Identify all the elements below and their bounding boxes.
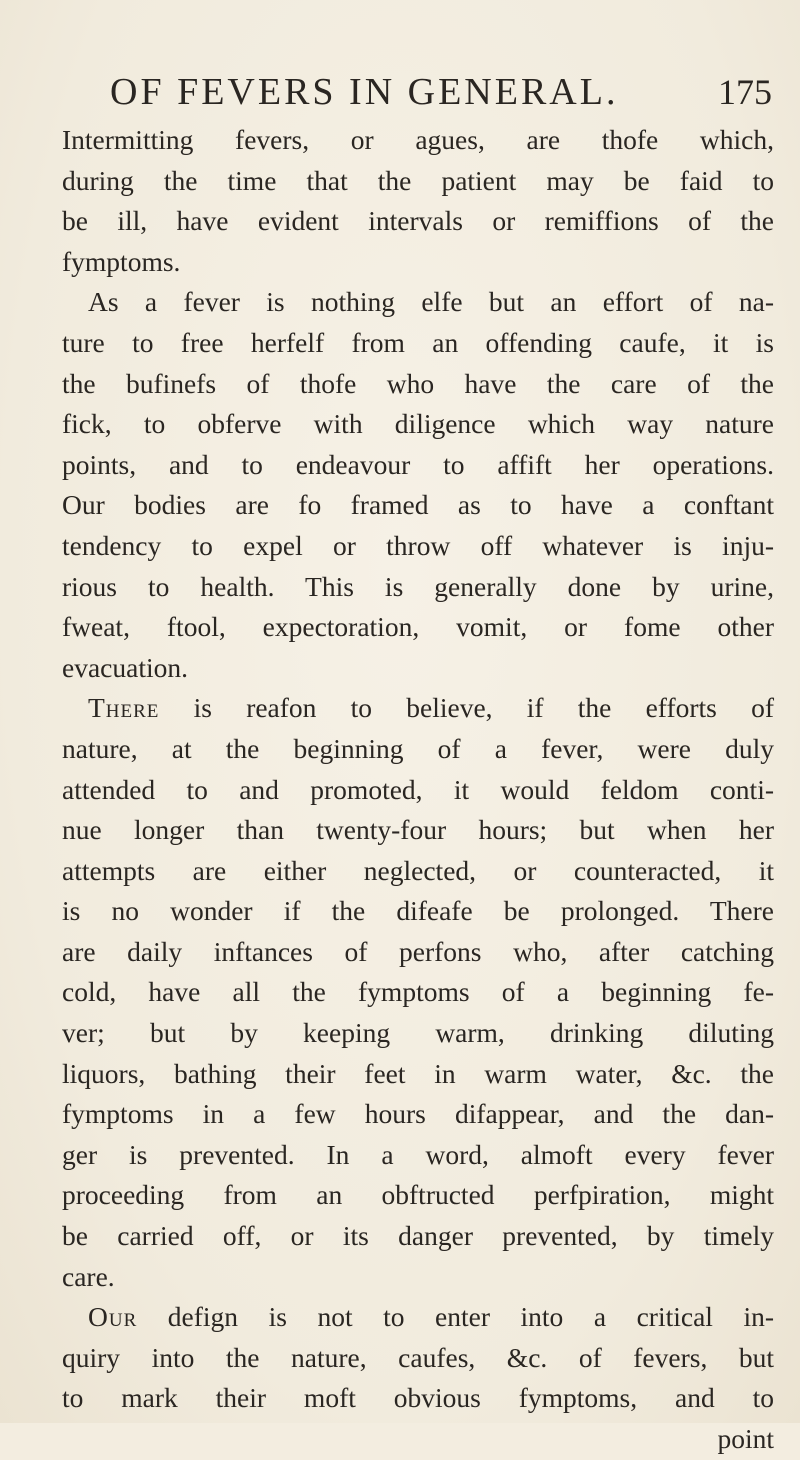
text-line: quiry into the nature, caufes, &c. of fevers, but bbox=[62, 1341, 774, 1373]
text-line: liquors, bathing their feet in warm water, &c. the bbox=[62, 1057, 774, 1089]
text-line: Our bodies are fo framed as to have a conftant bbox=[62, 489, 774, 521]
page-header bbox=[110, 70, 772, 114]
text-line: fweat, ftool, expectoration, vomit, or fome other bbox=[62, 611, 774, 643]
text-line: ture to free herfelf from an offending caufe, it is bbox=[62, 326, 774, 358]
text-line: fymptoms in a few hours difappear, and the dan- bbox=[62, 1098, 774, 1130]
text-line: is no wonder if the difeafe be prolonged. There bbox=[62, 895, 774, 927]
running-head: OF FEVERS IN GENERAL. bbox=[110, 71, 619, 113]
text-line: during the time that the patient may be faid to bbox=[62, 164, 774, 196]
paragraph-start-word: There bbox=[88, 692, 160, 724]
text-line: rious to health. This is generally done by urine, bbox=[62, 570, 774, 602]
text-line: fick, to obferve with diligence which way nature bbox=[62, 408, 774, 440]
text-line bbox=[62, 1297, 774, 1338]
text-line: As a fever is nothing elfe but an effort of na- bbox=[88, 286, 774, 318]
text-line: fymptoms. bbox=[62, 245, 181, 277]
text-line: nue longer than twenty-four hours; but when her bbox=[62, 814, 774, 846]
text-line: nature, at the beginning of a fever, were duly bbox=[62, 732, 774, 764]
text-line: the bufinefs of thofe who have the care of the bbox=[62, 367, 774, 399]
text-line: cold, have all the fymptoms of a beginning fe- bbox=[62, 976, 774, 1008]
text-line: proceeding from an obftructed perfpiration, might bbox=[62, 1179, 774, 1211]
text-line: be carried off, or its danger prevented, by timely bbox=[62, 1220, 774, 1252]
text-line: be ill, have evident intervals or remiffions of the bbox=[62, 205, 774, 237]
catchword: point bbox=[717, 1423, 774, 1454]
text-line: attempts are either neglected, or counteracted, it bbox=[62, 854, 774, 886]
text-line: tendency to expel or throw off whatever is inju- bbox=[62, 529, 774, 561]
text-line: are daily inftances of perfons who, after catching bbox=[62, 935, 774, 967]
text-line-rest: defign is not to enter into a critical in- bbox=[137, 1301, 774, 1333]
text-line: ver; but by keeping warm, drinking diluting bbox=[62, 1017, 774, 1049]
text-line-rest: is reafon to believe, if the efforts of bbox=[159, 692, 774, 724]
text-line: care. bbox=[62, 1260, 115, 1292]
body-text bbox=[62, 120, 774, 1460]
page-number: 175 bbox=[718, 72, 772, 112]
text-line: attended to and promoted, it would feldom conti- bbox=[62, 773, 774, 805]
text-line bbox=[62, 688, 774, 729]
text-line: evacuation. bbox=[62, 651, 188, 683]
paragraph-start-word: Our bbox=[88, 1301, 138, 1333]
text-line: Intermitting fevers, or agues, are thofe which, bbox=[62, 124, 774, 155]
text-line: ger is prevented. In a word, almoft every fever bbox=[62, 1138, 774, 1170]
text-line: points, and to endeavour to affift her operations. bbox=[62, 448, 774, 480]
text-line: to mark their moft obvious fymptoms, and to bbox=[62, 1382, 774, 1414]
